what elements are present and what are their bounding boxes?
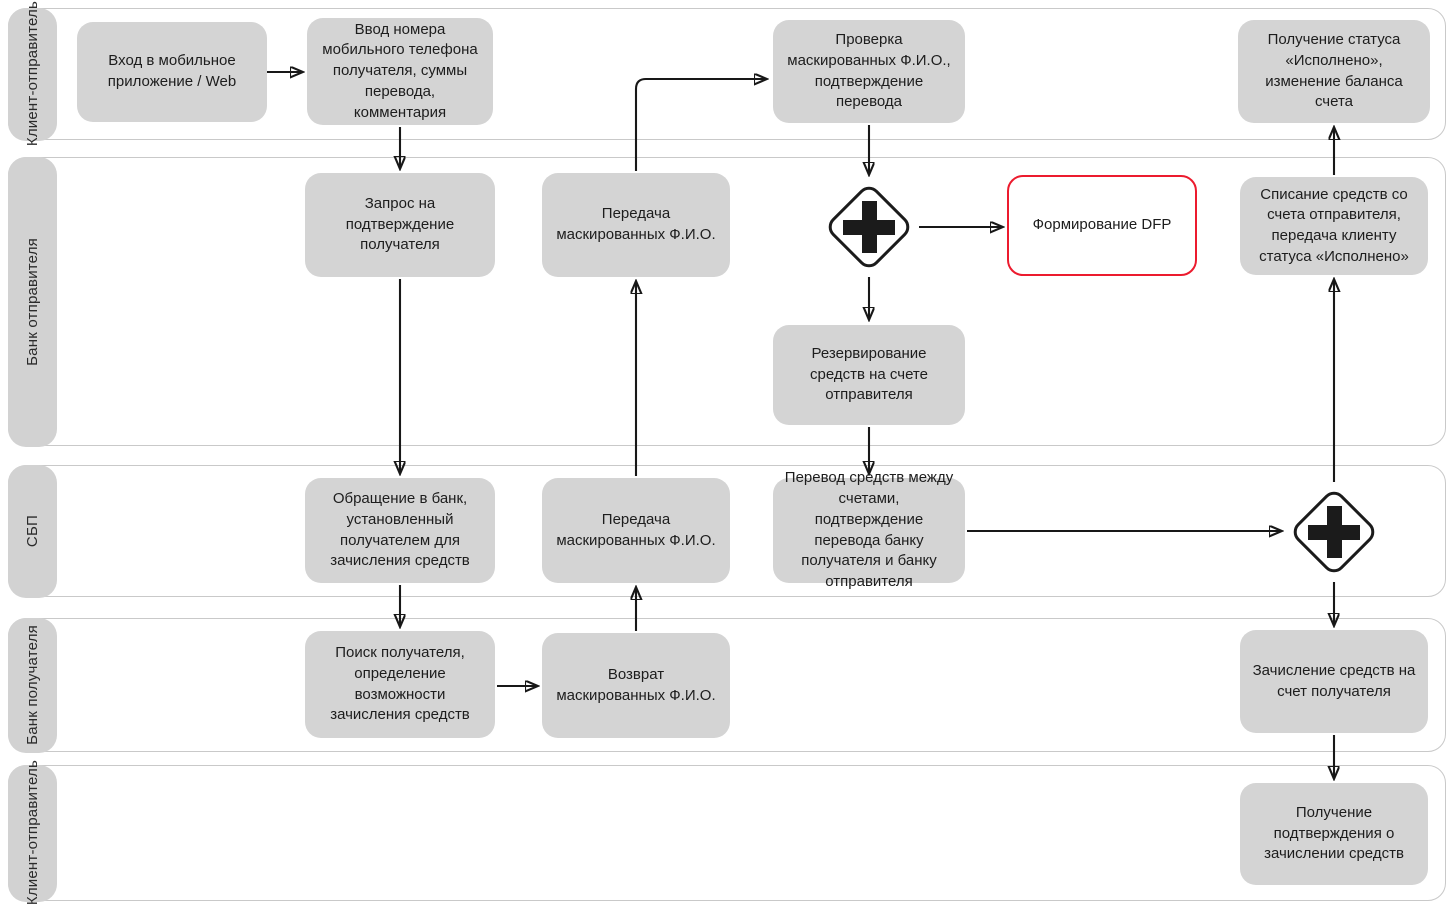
task-find-recipient [305, 631, 495, 738]
task-return-masked-name [542, 633, 730, 738]
lane-label: СБП [23, 514, 41, 548]
task-receive-credit-confirmation [1240, 783, 1428, 885]
task-label: Резервирование средств на счете отправителя [810, 344, 928, 404]
lane-client-sender-bottom [8, 760, 1446, 906]
lane-label: Клиент-отправитель [23, 1, 41, 147]
lane-label-tab [8, 1, 57, 147]
task-request-confirmation [305, 173, 495, 277]
gateway-parallel-split [821, 179, 917, 275]
lane-label-tab [8, 157, 57, 447]
task-label: Ввод номера мобильного телефона получателя, суммы перевода, комментария [322, 20, 478, 121]
task-label: Поиск получателя, определение возможности зачисления средств [330, 644, 470, 724]
task-login [77, 22, 267, 122]
plus-icon [1327, 506, 1342, 558]
lane-label: Банк отправителя [23, 237, 41, 366]
task-enter-details [307, 18, 493, 125]
task-label: Получение статуса «Исполнено», изменение баланса счета [1265, 31, 1403, 111]
task-label: Запрос на подтверждение получателя [345, 194, 455, 254]
task-send-masked-name-bank [542, 173, 730, 277]
task-label: Проверка маскированных Ф.И.О., подтверждение перевода [787, 31, 951, 111]
task-label: Формирование DFP [1032, 216, 1172, 234]
task-label: Передача маскированных Ф.И.О. [556, 510, 716, 549]
task-debit-funds [1240, 177, 1428, 275]
task-transfer-funds [773, 469, 965, 590]
task-label: Списание средств со счета отправителя, передача клиенту статуса «Исполнено» [1259, 185, 1409, 265]
task-label: Вход в мобильное приложение / Web [107, 52, 237, 90]
gateway-parallel-join [1286, 484, 1382, 580]
task-reserve-funds [773, 325, 965, 425]
task-label: Передача маскированных Ф.И.О. [556, 205, 716, 243]
lane-label: Банк получателя [23, 625, 41, 745]
task-credit-funds [1240, 630, 1428, 733]
task-contact-bank [305, 478, 495, 583]
task-label: Перевод средств между счетами, подтверждение перевода банку получателя и банку отправителя [784, 469, 954, 590]
lane-label: Клиент-отправитель [23, 760, 41, 906]
task-dfp-highlighted [1007, 175, 1197, 276]
task-label: Возврат маскированных Ф.И.О. [556, 665, 716, 704]
task-verify-masked-name [773, 20, 965, 123]
lane-label-tab [8, 760, 57, 906]
lane-label-tab [8, 618, 57, 753]
plus-icon [862, 201, 877, 253]
task-send-masked-name-sbp [542, 478, 730, 583]
task-label: Обращение в банк, установленный получателем для зачисления средств [330, 490, 470, 570]
task-receive-status [1238, 20, 1430, 123]
lane-label-tab [8, 465, 57, 598]
task-label: Получение подтверждения о зачислении средств [1264, 803, 1404, 863]
task-label: Зачисление средств на счет получателя [1252, 661, 1416, 700]
